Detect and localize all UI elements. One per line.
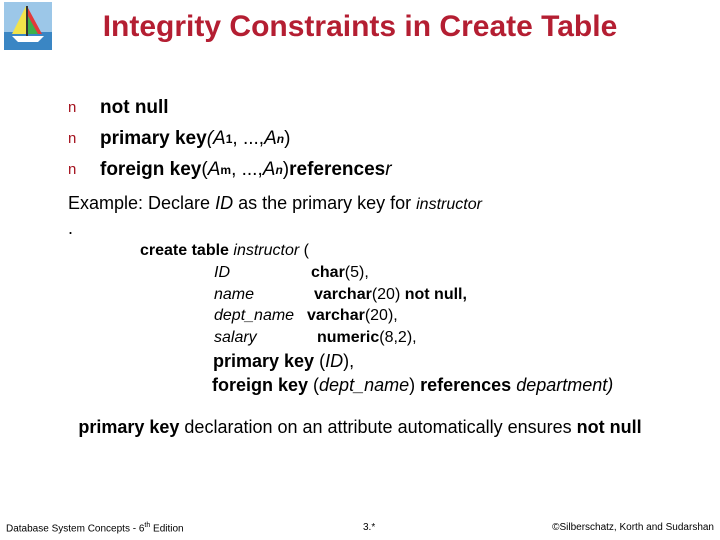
code-keyword: primary key [213, 351, 315, 371]
bullet-keyword: foreign key [100, 158, 202, 180]
bullet-attr: A [264, 127, 277, 149]
footer-left [6, 522, 184, 534]
code-attr: ID [214, 264, 230, 281]
bullet-keyword: not null [100, 96, 169, 118]
code-text: ), [343, 351, 355, 371]
bullet-ellipsis: , ..., [231, 158, 263, 180]
bullet-primary-key [68, 123, 392, 154]
bullet-list [68, 92, 392, 185]
code-text: (5), [344, 264, 369, 281]
bullet-paren: ( [206, 127, 214, 149]
example-relation: instructor [416, 196, 482, 213]
bullet-paren: ( [201, 158, 208, 180]
bullet-keyword: references [289, 158, 386, 180]
code-text: ( [308, 375, 320, 395]
bullet-attr: A [207, 158, 221, 180]
code-attr: salary [214, 329, 257, 346]
code-relation: instructor [233, 242, 300, 259]
bullet-attr: A [213, 127, 226, 149]
code-row-type [317, 329, 417, 347]
code-type: varchar [314, 286, 372, 303]
code-attr: dept_name [319, 375, 410, 395]
slide-title: Integrity Constraints in Create Table [102, 10, 618, 43]
footer-sup: th [144, 522, 151, 529]
note-keyword: not null [576, 417, 642, 437]
bullet-not-null [68, 92, 392, 123]
footer-text: Edition [150, 523, 184, 535]
footer-right: ©Silberschatz, Korth and Sudarshan [552, 522, 714, 533]
bullet-relation: r [385, 158, 392, 180]
code-type: numeric [317, 329, 380, 346]
note-text: declaration on an attribute automatically ensures [179, 417, 577, 437]
code-relation: department) [516, 375, 614, 395]
bullet-icon: n [68, 130, 77, 147]
code-primary-key [213, 351, 354, 372]
bullet-icon: n [68, 161, 77, 178]
code-keyword: create table [140, 242, 229, 259]
bullet-sub: n [276, 131, 285, 146]
code-keyword: foreign key [212, 375, 309, 395]
footer-page: 3.* [363, 522, 376, 533]
example-text: Example: Declare [68, 193, 216, 213]
bullet-sub: n [275, 162, 283, 177]
code-attr: dept_name [214, 307, 295, 324]
bullet-sub: 1 [225, 131, 233, 146]
code-attr: ID [325, 351, 344, 371]
code-text: (20), [364, 307, 398, 324]
code-text: (8,2), [379, 329, 417, 346]
code-row-type [307, 307, 398, 325]
code-attr: name [214, 286, 255, 303]
bullet-attr: A [262, 158, 276, 180]
code-foreign-key [212, 375, 613, 396]
code-row [214, 329, 257, 347]
example-attr: ID [215, 193, 234, 213]
example-dot: . [68, 218, 74, 238]
code-text: ( [314, 351, 326, 371]
code-type: char [311, 264, 345, 281]
bullet-sub: m [220, 162, 232, 177]
bullet-ellipsis: , ..., [232, 127, 265, 149]
example-line [68, 193, 482, 214]
note-line [0, 417, 720, 438]
footer-text: Database System Concepts - 6 [6, 523, 145, 535]
code-row-type [314, 286, 467, 304]
bullet-keyword: primary key [100, 127, 207, 149]
code-text: (20) [371, 286, 401, 303]
bullet-paren: ) [284, 127, 291, 149]
code-keyword: references [415, 375, 517, 395]
example-text: as the primary key for [233, 193, 417, 213]
code-text: ( [299, 242, 309, 259]
code-create-table [140, 242, 309, 260]
bullet-icon: n [68, 99, 77, 116]
note-keyword: primary key [78, 417, 180, 437]
code-keyword: not null, [400, 286, 467, 303]
bullet-paren: ) [282, 158, 290, 180]
bullet-foreign-key [68, 154, 392, 185]
code-type: varchar [307, 307, 365, 324]
code-row-type [311, 264, 369, 282]
code-row [214, 264, 230, 282]
code-row [214, 286, 254, 304]
code-text: ) [409, 375, 416, 395]
code-row [214, 307, 294, 325]
